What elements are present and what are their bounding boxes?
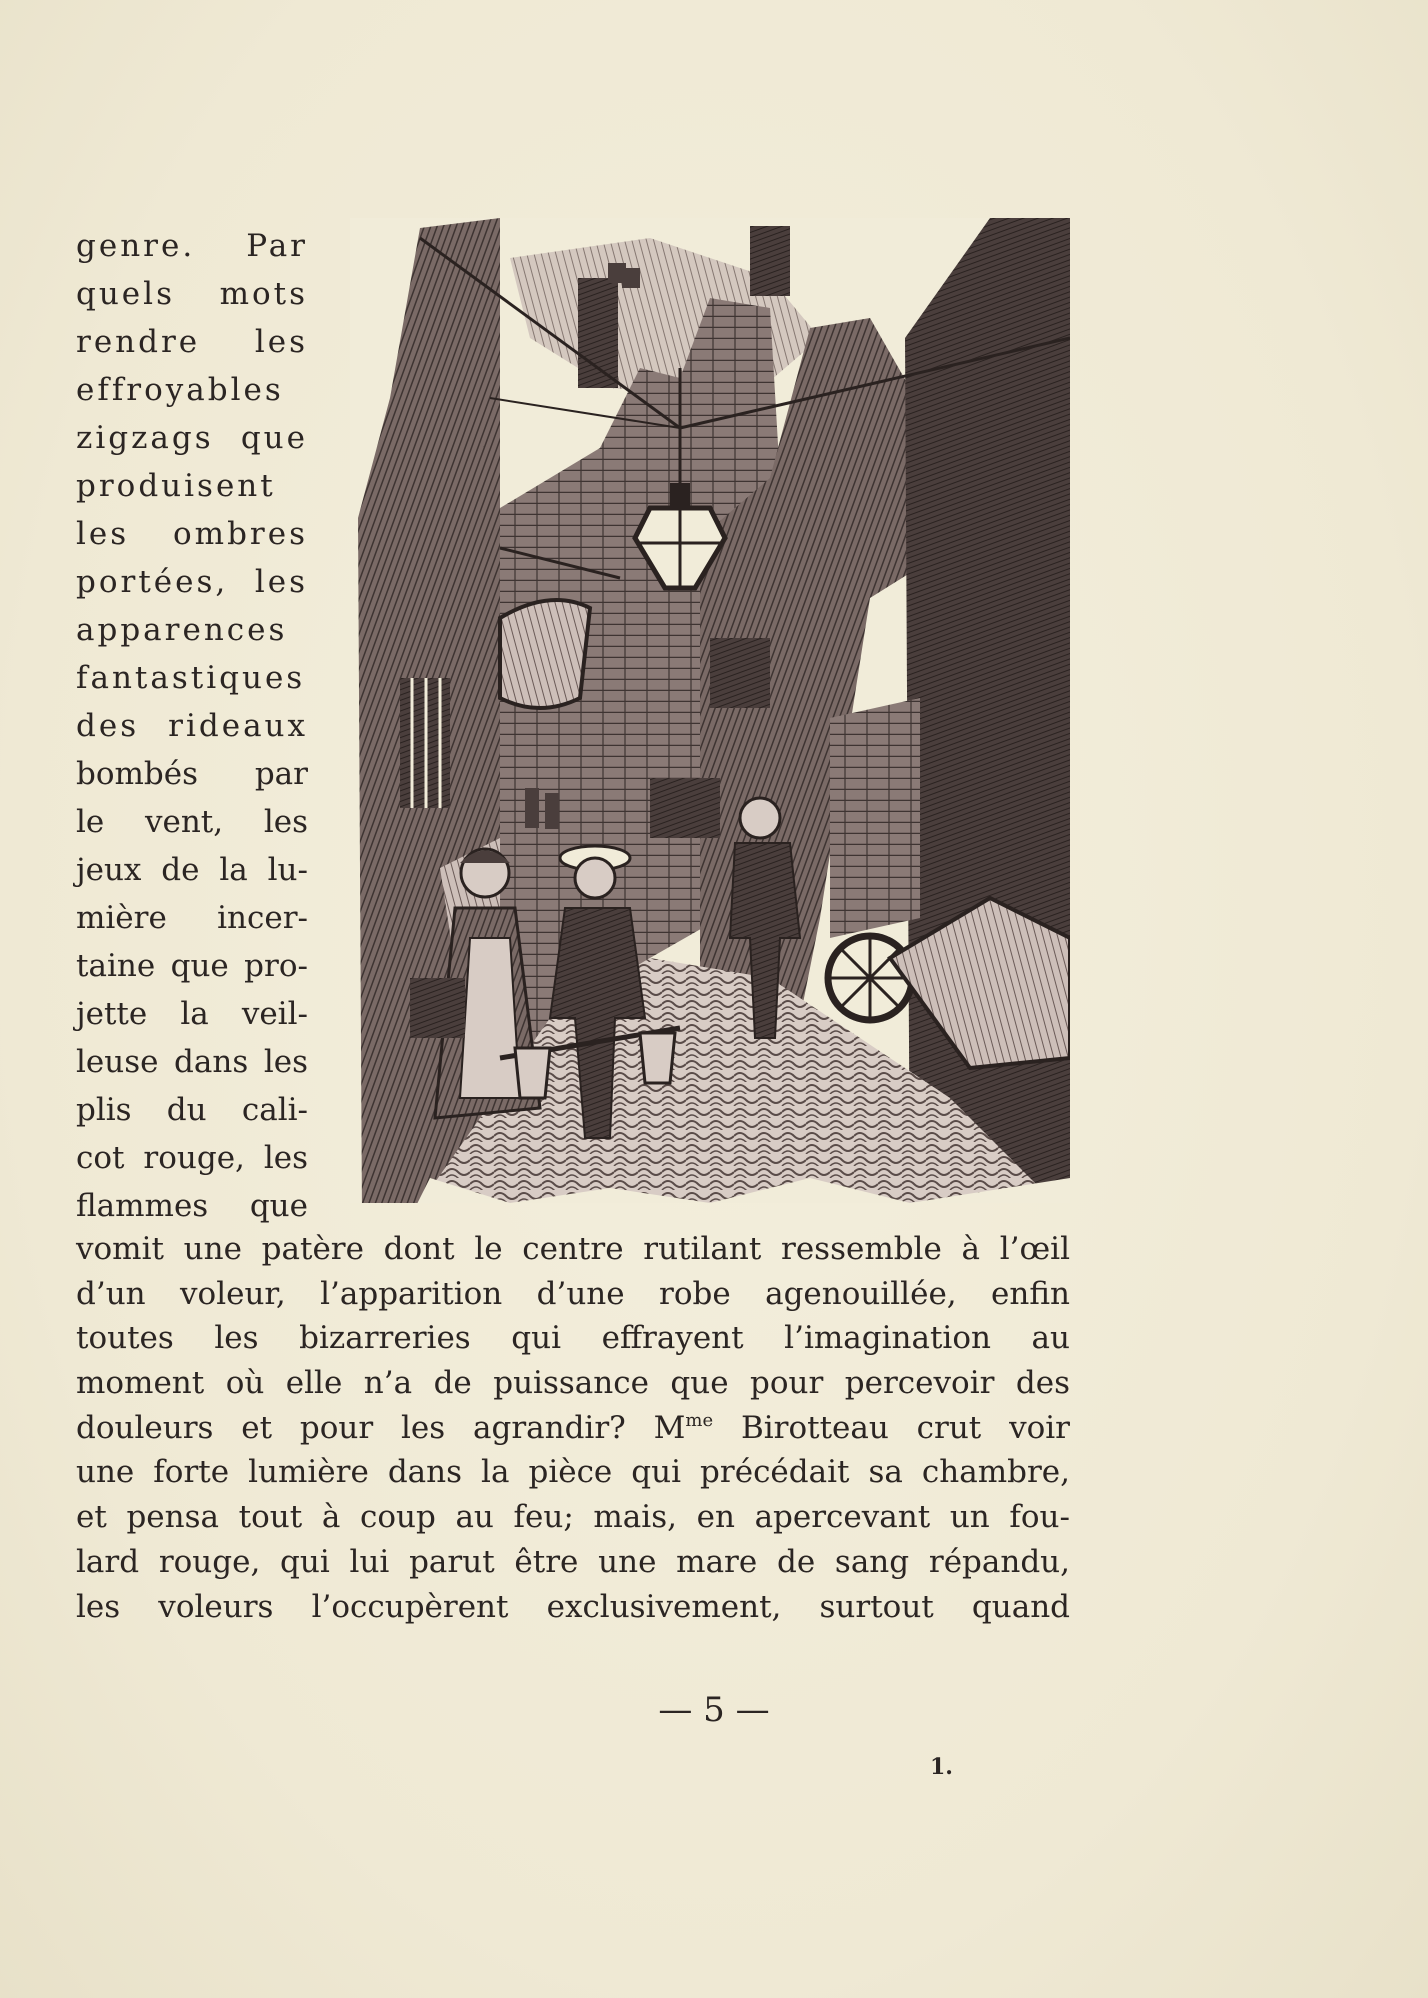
text-line: et pensa tout à coup au feu; mais, en apercevant un fou-	[76, 1499, 1070, 1536]
text-line: mière incer-	[76, 900, 308, 936]
text-line: bombés par	[76, 756, 308, 792]
text-line: rendre les	[76, 324, 308, 360]
text-line: le vent, les	[76, 804, 308, 840]
text-line: quels mots	[76, 276, 308, 312]
text-line: vomit une patère dont le centre rutilant ressemble à l’œil	[76, 1231, 1070, 1267]
text-line: toutes les bizarreries qui effrayent l’imagination au	[76, 1320, 1070, 1357]
text-line: effroyables	[76, 372, 284, 408]
chimney	[578, 278, 618, 388]
text-line: jeux de la lu-	[76, 852, 308, 888]
honorific-mme: $M^{me}$	[653, 1409, 714, 1446]
text-line: lard rouge, qui lui parut être une mare de sang répandu,	[76, 1543, 1070, 1580]
text-line: leuse dans les	[76, 1044, 308, 1080]
page-number: — 5 —	[658, 1690, 770, 1730]
text-line: produisent	[76, 468, 276, 504]
text-line: taine que pro-	[76, 948, 308, 984]
text-line: moment où elle n’a de puissance que pour percevoir des	[76, 1365, 1070, 1402]
text-line: zigzags que	[76, 420, 308, 456]
text-line: portées, les	[76, 564, 308, 600]
text-fragment: douleurs et pour les agrandir?	[76, 1409, 626, 1446]
text-line: apparences	[76, 612, 288, 648]
text-line: cot rouge, les	[76, 1140, 308, 1176]
text-line: d’un voleur, l’apparition d’une robe agenouillée, enfin	[76, 1275, 1070, 1312]
narrow-text-column	[76, 222, 308, 1230]
text-line: des rideaux	[76, 708, 308, 744]
full-width-text-block	[76, 1227, 1070, 1629]
street-scene-engraving	[350, 218, 1070, 1203]
text-fragment: Birotteau crut voir	[740, 1409, 1070, 1446]
text-line: plis du cali-	[76, 1092, 308, 1128]
right-chimney	[750, 226, 790, 296]
text-line: les voleurs l’occupèrent exclusivement, surtout quand	[76, 1588, 1070, 1625]
text-line: flammes que	[76, 1188, 308, 1224]
text-line: fantastiques	[76, 660, 306, 696]
text-line: une forte lumière dans la pièce qui précédait sa chambre,	[76, 1454, 1070, 1491]
text-line: jette la veil-	[76, 996, 308, 1032]
text-line-with-honorific	[76, 1406, 1070, 1451]
text-line: genre. Par	[76, 228, 308, 264]
signature-mark: 1.	[930, 1754, 953, 1780]
text-line: les ombres	[76, 516, 308, 552]
